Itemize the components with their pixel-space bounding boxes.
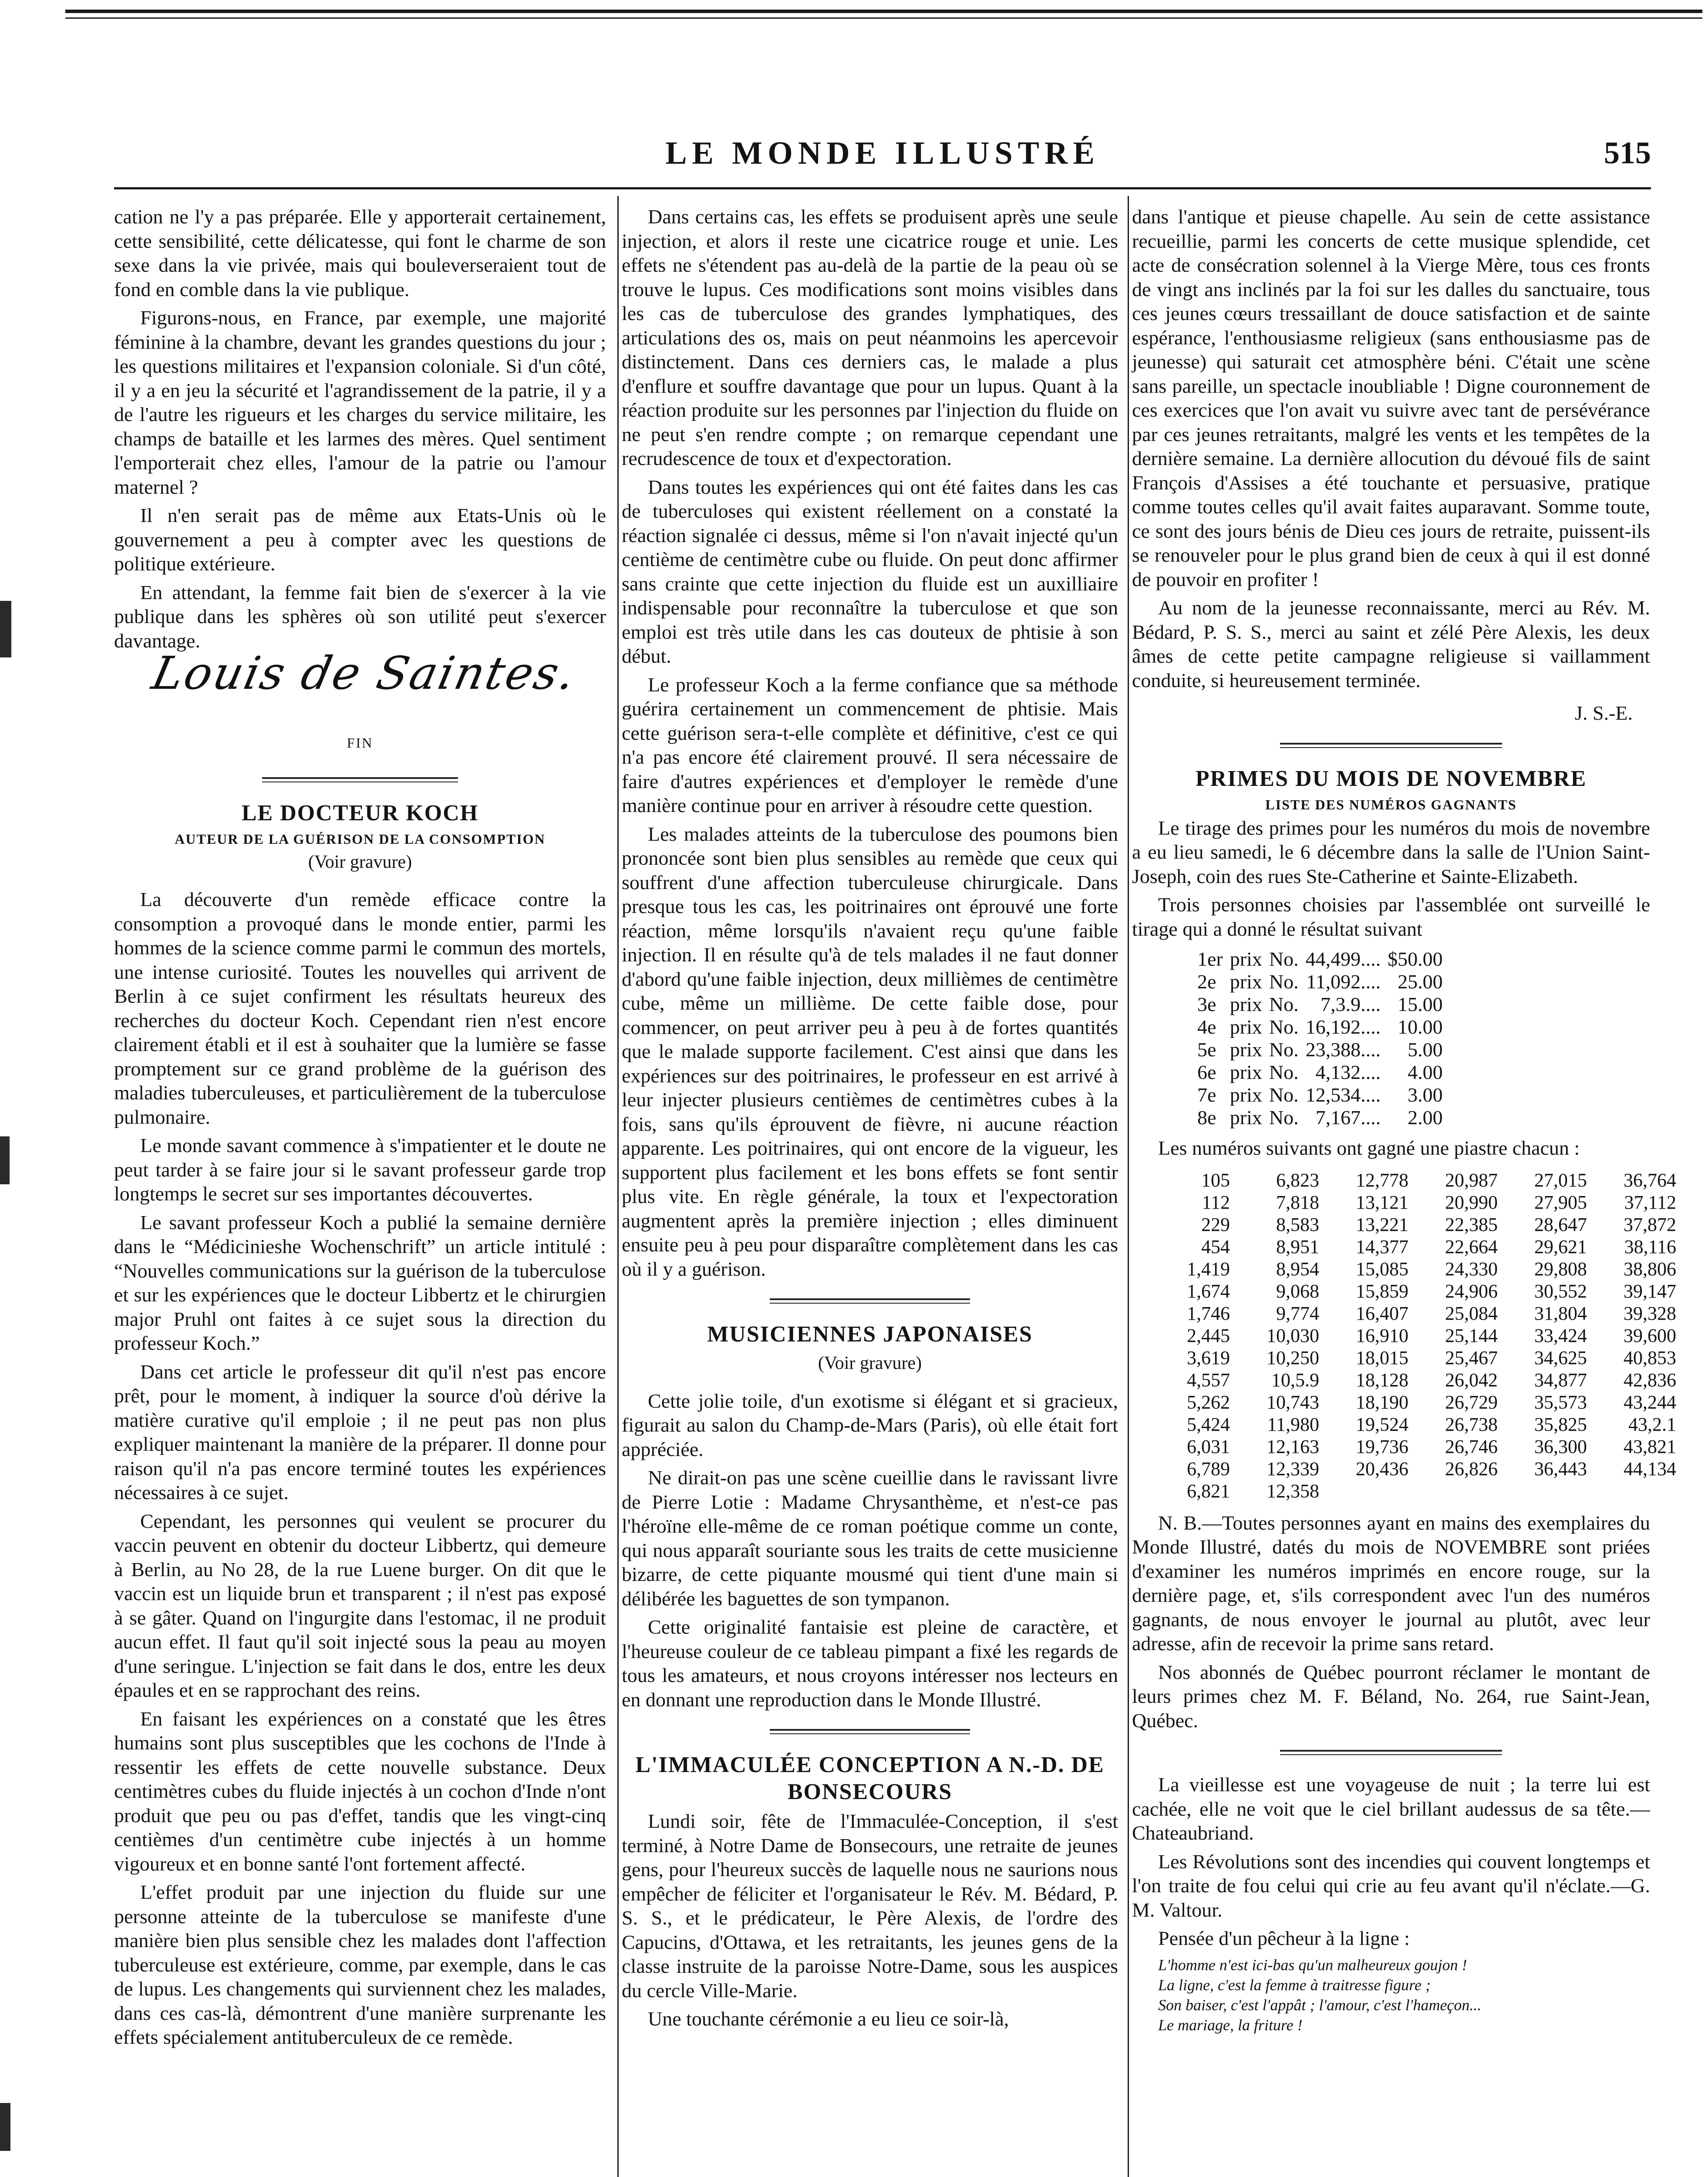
prize-cell: prix — [1230, 993, 1262, 1015]
number-cell: 43,821 — [1624, 1436, 1676, 1457]
scan-edge-mark — [0, 2103, 10, 2151]
number-cell: 15,085 — [1356, 1258, 1408, 1280]
number-cell: 8,583 — [1276, 1213, 1319, 1235]
number-cell: 35,573 — [1534, 1391, 1587, 1413]
paragraph: dans l'antique et pieuse chapelle. Au sein de cette assistance recueillie, parmi les concerts de cette musique splendide, cet acte de consécration solennel à la Vierge Mère, tous ces fronts de vingt ans inclinés par la foi sur les dalles du sanctuaire, tous ces jeunes cœurs tressaillant de douce satisfaction et de sainte espérance, l'enthousiasme religieux (sans enthousiasme pas de jeunesse) qui saturait cet atmosphère béni. C'était une scène sans pareille, un spectacle inoubliable ! Digne couronnement de ces exercices que l'on avait vu suivre avec tant de persévérance par ces jeunes retraitants, malgré les vents et les tempêtes de la dernière semaine. La dernière allocution du dévoué fils de saint François d'Assises a été touchante et persuasive, pratique comme toutes celles qu'il avait faites auparavant. Somme toute, ce sont des jours bénis de Dieu ces jours de retraite, puissent-ils se renouveler pour le plus grand bien de ceux à qui il est donné de pouvoir en profiter ! — [1132, 206, 1650, 590]
number-cell: 43,244 — [1624, 1391, 1676, 1413]
prize-cell: prix — [1230, 948, 1262, 970]
number-cell: 18,128 — [1356, 1369, 1408, 1391]
number-cell: 8,954 — [1276, 1258, 1319, 1280]
prize-cell: 1er — [1197, 948, 1223, 970]
number-cell: 19,524 — [1356, 1413, 1408, 1435]
number-cell: 29,808 — [1534, 1258, 1587, 1280]
number-cell: 12,358 — [1267, 1480, 1319, 1502]
paragraph: Le monde savant commence à s'impatienter et le doute ne peut tarder à se faire jour si le savant professeur garde trop longtemps le secret sur ses importantes découvertes. — [114, 1134, 606, 1205]
prize-cell: 7,3.9.... — [1321, 993, 1381, 1015]
number-cell: 105 — [1201, 1169, 1230, 1191]
number-cell: 20,436 — [1356, 1458, 1408, 1479]
paragraph: Dans certains cas, les effets se produisent après une seule injection, et alors il reste une cicatrice rouge et unie. Les effets ne s'étendent pas au-delà de la partie de la peau où se trouve le lupus. Ces modifications sont moins visibles dans les cas de tuberculose des grandes lymphatiques, des articulations des os, mais on peut néanmoins les apercevoir distinctement. Dans ces derniers cas, le malade a plus d'enflure et souffre davantage que pour un lupus. Quant à la réaction produite sur les personnes par l'injection du fluide on ne peut s'en rendre compte ; on remarque cependant une recrudescence de toux et d'expectoration. — [622, 206, 1118, 469]
prize-cell: 7,167.... — [1315, 1106, 1381, 1129]
number-cell: 1,419 — [1187, 1258, 1230, 1280]
prize-cell: $50.00 — [1388, 948, 1443, 970]
number-cell: 9,774 — [1276, 1302, 1319, 1324]
prize-cell: 3e — [1197, 993, 1216, 1015]
numbers-row — [1141, 1236, 1676, 1258]
number-cell: 36,443 — [1534, 1458, 1587, 1479]
paragraph: Cette originalité fantaisie est pleine de caractère, et l'heureuse couleur de ce tableau pimpant a fixé les regards de tous les amateurs, et nous croyons intéresser nos lecteurs en en donnant une reproduction dans le Monde Illustré. — [622, 1616, 1118, 1711]
number-cell: 25,144 — [1445, 1324, 1498, 1346]
column-2 — [622, 205, 1118, 2035]
prize-cell: 16,192.... — [1305, 1016, 1381, 1038]
poem-line: La ligne, c'est la femme à traitresse figure ; — [1158, 1976, 1431, 1994]
number-cell: 18,190 — [1356, 1391, 1408, 1413]
number-cell: 1,674 — [1187, 1280, 1230, 1302]
prize-cell: No. — [1269, 1038, 1299, 1061]
numbers-row — [1141, 1213, 1676, 1236]
number-cell: 22,664 — [1445, 1236, 1498, 1257]
prize-cell: 4,132.... — [1315, 1061, 1381, 1083]
number-cell: 26,729 — [1445, 1391, 1498, 1413]
number-cell: 26,042 — [1445, 1369, 1498, 1391]
prize-row — [1197, 1038, 1450, 1061]
paragraph: Il n'en serait pas de même aux Etats-Unis où le gouvernement a peu à compter avec les questions de politique extérieure. — [114, 504, 606, 575]
poem — [1158, 1955, 1650, 2035]
prize-cell: prix — [1230, 1016, 1262, 1038]
number-cell: 112 — [1202, 1191, 1230, 1213]
paragraph: En attendant, la femme fait bien de s'exercer à la vie publique dans les sphères où son utilité peut s'exercer davantage. — [114, 581, 606, 652]
quotation: Pensée d'un pêcheur à la ligne : — [1158, 1927, 1410, 1949]
number-cell: 25,467 — [1445, 1347, 1498, 1368]
number-cell: 454 — [1201, 1236, 1230, 1257]
numbers-row — [1141, 1436, 1676, 1458]
poem-line: L'homme n'est ici-bas qu'un malheureux goujon ! — [1158, 1956, 1467, 1974]
number-cell: 36,764 — [1624, 1169, 1676, 1191]
prize-cell: 4e — [1197, 1016, 1216, 1038]
prize-row — [1197, 993, 1450, 1016]
top-rule-thin — [65, 17, 1702, 19]
number-cell: 10,030 — [1267, 1324, 1319, 1346]
number-cell: 30,552 — [1534, 1280, 1587, 1302]
paragraph: Au nom de la jeunesse reconnaissante, merci au Rév. M. Bédard, P. S. S., merci au saint et zélé Père Alexis, les deux âmes de cette petite campagne religieuse si vaillamment conduite, si heureusement terminée. — [1132, 596, 1650, 691]
numbers-row — [1141, 1347, 1676, 1369]
column-divider — [1128, 196, 1129, 2177]
paragraph: Trois personnes choisies par l'assemblée ont surveillé le tirage qui a donné le résultat suivant — [1132, 893, 1650, 940]
prize-cell: 8e — [1197, 1106, 1216, 1129]
paragraph: Les malades atteints de la tuberculose des poumons bien prononcée sont bien plus sensibles au remède que ceux qui souffrent d'une affection tuberculeuse chirurgicale. Dans presque tous les cas, les poitrinaires ont éprouvé une forte réaction, même lorsqu'ils n'avaient reçu qu'une faible injection. Il en résulte qu'à de tels malades il ne faut donner d'abord qu'une faible injection, deux millièmes de centimètre cube, même un millième. De cette faible dose, pour commencer, on peut arriver peu à peu à de fortes quantités que le malade supporte facilement. C'est ainsi que dans les expériences sur des poitrinaires, le professeur en est arrivé à leur injecter plusieurs centièmes de centimètres cubes à la fois, sans qu'ils éprouvent de fièvre, ni aucune réaction apparente. Les poitrinaires, qui ont encore de la vigueur, les supportent plus facilement et les bons effets se font sentir plus vite. En règle générale, la toux et l'expectoration augmentent après la première injection ; elles diminuent ensuite peu à peu pour disparaître complètement dans les cas où il y a guérison. — [622, 822, 1118, 1280]
number-cell: 37,872 — [1624, 1213, 1676, 1235]
number-cell: 39,147 — [1624, 1280, 1676, 1302]
section-subtitle-primes: LISTE DES NUMÉROS GAGNANTS — [1265, 796, 1517, 812]
numbers-row — [1141, 1391, 1676, 1413]
prize-cell: 25.00 — [1398, 971, 1443, 993]
number-cell: 6,789 — [1187, 1458, 1230, 1479]
section-subtitle-koch: AUTEUR DE LA GUÉRISON DE LA CONSOMPTION — [175, 831, 546, 847]
poem-line: Le mariage, la friture ! — [1158, 2016, 1303, 2034]
paragraph: Une touchante cérémonie a eu lieu ce soir-là, — [648, 2008, 1009, 2030]
prize-row — [1197, 948, 1450, 971]
number-cell: 43,2.1 — [1628, 1413, 1676, 1435]
section-title-musiciennes: MUSICIENNES JAPONAISES — [707, 1322, 1033, 1347]
number-cell: 36,300 — [1534, 1436, 1587, 1457]
number-cell: 3,619 — [1187, 1347, 1230, 1368]
number-cell: 25,084 — [1445, 1302, 1498, 1324]
prize-cell: 5e — [1197, 1038, 1216, 1061]
paragraph: Dans toutes les expériences qui ont été faites dans les cas de tuberculoses qui existent réellement on a constaté la réaction signalée ci dessus, même si l'on n'avait injecté qu'un centième de centimètre cube ou fluide. On peut donc affirmer sans crainte que cette injection du fluide est un auxilliaire indispensable pour reconnaître la tuberculose et que son emploi est très utile dans les cas douteux de phtisie à son début. — [622, 475, 1118, 667]
quotation: La vieillesse est une voyageuse de nuit ; la terre lui est cachée, elle ne voit que le ciel brillant audessus de sa tête.—Chateaubriand. — [1132, 1773, 1650, 1844]
prize-cell: No. — [1269, 1084, 1299, 1106]
number-cell: 26,826 — [1445, 1458, 1498, 1479]
prize-cell: No. — [1269, 1016, 1299, 1038]
journal-title: LE MONDE ILLUSTRÉ — [665, 135, 1100, 171]
article-end-mark: FIN — [347, 735, 374, 751]
number-cell: 39,600 — [1624, 1324, 1676, 1346]
prize-cell: No. — [1269, 1061, 1299, 1083]
prize-cell: No. — [1269, 1106, 1299, 1129]
scan-edge-mark — [0, 601, 11, 657]
number-cell: 35,825 — [1534, 1413, 1587, 1435]
paragraph: Le professeur Koch a la ferme confiance que sa méthode guérira certainement un commencement de phtisie. Mais cette guérison sera-t-elle complète et définitive, c'est ce qui n'a pas encore été clairement prouvé. Il sera nécessaire de faire d'autres expériences et d'employer le remède d'une manière continue pour en arriver à résoudre cette question. — [622, 673, 1118, 816]
paragraph: Dans cet article le professeur dit qu'il n'est pas encore prêt, pour le moment, à indiquer la source d'où dérive la matière curative qu'il emploie ; il ne peut pas non plus expliquer maintenant la manière de la préparer. Il donne pour raison qu'il n'a pas encore terminé toutes les expériences nécessaires à ce sujet. — [114, 1360, 606, 1503]
number-cell: 13,121 — [1356, 1191, 1408, 1213]
number-cell: 44,134 — [1624, 1458, 1676, 1479]
prize-cell: 2.00 — [1408, 1106, 1443, 1129]
number-cell: 37,112 — [1624, 1191, 1676, 1213]
numbers-row — [1141, 1369, 1676, 1391]
winning-numbers-table — [1141, 1169, 1676, 1502]
section-separator — [770, 1298, 970, 1304]
number-cell: 7,818 — [1276, 1191, 1319, 1213]
numbers-row — [1141, 1413, 1676, 1436]
paragraph: Nos abonnés de Québec pourront réclamer le montant de leurs primes chez M. F. Béland, No. 264, rue Saint-Jean, Québec. — [1132, 1661, 1650, 1732]
number-cell — [1587, 1480, 1676, 1502]
number-cell: 27,905 — [1534, 1191, 1587, 1213]
number-cell: 40,853 — [1624, 1347, 1676, 1368]
prize-row — [1197, 1106, 1450, 1129]
paragraph: La découverte d'un remède efficace contre la consomption a provoqué dans le monde entier, parmi les hommes de la science comme parmi le commun des mortels, une intense curiosité. Toutes les nouvelles qui arrivent de Berlin à ce sujet confirment les résultats heureux des recherches du docteur Koch. Cependant rien n'est encore clairement établi et il est à souhaiter que la lumière se fasse promptement sur ce grand problème de la guérison des maladies tuberculeuses, et particulièrement de la tuberculose pulmonaire. — [114, 888, 606, 1128]
number-cell: 10,5.9 — [1271, 1369, 1319, 1391]
prize-cell: 12,534.... — [1305, 1084, 1381, 1106]
paragraph: Ne dirait-on pas une scène cueillie dans le ravissant livre de Pierre Lotie : Madame Chrysanthème, et n'est-ce pas l'héroïne elle-même de ce roman poétique comme un conte, qui nous apparaît souriante sous les traits de cette musicienne bizarre, de cette piquante mousmé qui tient d'une main si délibérée les baguettes de son tympanon. — [622, 1466, 1118, 1610]
column-1 — [114, 205, 606, 2054]
prize-row — [1197, 1061, 1450, 1084]
number-cell: 229 — [1201, 1213, 1230, 1235]
number-cell: 38,806 — [1624, 1258, 1676, 1280]
numbers-row — [1141, 1302, 1676, 1324]
number-cell: 29,621 — [1534, 1236, 1587, 1257]
prize-cell: 23,388.... — [1305, 1038, 1381, 1061]
prize-cell: 7e — [1197, 1084, 1216, 1106]
number-cell — [1319, 1480, 1408, 1502]
number-cell: 12,339 — [1267, 1458, 1319, 1479]
prize-table — [1197, 948, 1450, 1129]
number-cell: 38,116 — [1624, 1236, 1676, 1257]
number-cell: 31,804 — [1534, 1302, 1587, 1324]
numbers-row — [1141, 1258, 1676, 1280]
prize-cell: 15.00 — [1398, 993, 1443, 1015]
prize-cell: 4.00 — [1408, 1061, 1443, 1083]
number-cell — [1498, 1480, 1587, 1502]
section-separator — [262, 777, 458, 782]
prize-row — [1197, 1084, 1450, 1106]
number-cell: 5,262 — [1187, 1391, 1230, 1413]
section-separator — [1280, 1750, 1502, 1755]
quotation: Les Révolutions sont des incendies qui couvent longtemps et l'on traite de fou celui qui crie au feu avant qu'il n'éclate.—G. M. Valtour. — [1132, 1850, 1650, 1921]
prize-cell: 3.00 — [1408, 1084, 1443, 1106]
gravure-note: (Voir gravure) — [308, 852, 412, 872]
prize-cell: 11,092.... — [1306, 971, 1381, 993]
paragraph: Les numéros suivants ont gagné une piastre chacun : — [1158, 1137, 1580, 1159]
numbers-row — [1141, 1324, 1676, 1347]
number-cell: 34,625 — [1534, 1347, 1587, 1368]
page-header — [114, 131, 1651, 179]
number-cell: 39,328 — [1624, 1302, 1676, 1324]
number-cell: 10,743 — [1267, 1391, 1319, 1413]
author-signature: Louis de Saintes. — [147, 647, 582, 700]
number-cell: 20,990 — [1445, 1191, 1498, 1213]
number-cell: 24,906 — [1445, 1280, 1498, 1302]
number-cell: 6,823 — [1276, 1169, 1319, 1191]
numbers-row — [1141, 1191, 1676, 1213]
number-cell: 16,910 — [1356, 1324, 1408, 1346]
number-cell: 6,031 — [1187, 1436, 1230, 1457]
number-cell: 5,424 — [1187, 1413, 1230, 1435]
section-title-koch: LE DOCTEUR KOCH — [241, 800, 479, 826]
prize-cell: 10.00 — [1398, 1016, 1443, 1038]
section-title-immaculee: L'IMMACULÉE CONCEPTION A N.-D. DE BONSECOURS — [635, 1752, 1105, 1804]
section-separator — [1280, 743, 1502, 748]
scan-edge-mark — [0, 1136, 10, 1184]
prize-cell: 44,499.... — [1305, 948, 1381, 970]
number-cell: 22,385 — [1445, 1213, 1498, 1235]
prize-cell: prix — [1230, 1106, 1262, 1129]
number-cell: 12,163 — [1267, 1436, 1319, 1457]
number-cell: 10,250 — [1267, 1347, 1319, 1368]
number-cell: 9,068 — [1276, 1280, 1319, 1302]
column-divider — [617, 196, 619, 2177]
prize-cell: prix — [1230, 1061, 1262, 1083]
gravure-note: (Voir gravure) — [818, 1353, 922, 1373]
prize-cell: prix — [1230, 971, 1262, 993]
prize-row — [1197, 1016, 1450, 1038]
paragraph: N. B.—Toutes personnes ayant en mains des exemplaires du Monde Illustré, datés du mois de NOVEMBRE sont priées d'examiner les numéros imprimés en encore rouge, sur la dernière page, et, s'ils correspondent avec l'un des numéros gagnants, de nous envoyer le journal au plutôt, avec leur adresse, afin de recevoir la prime sans retard. — [1132, 1511, 1650, 1655]
header-rule — [114, 187, 1651, 189]
number-cell: 16,407 — [1356, 1302, 1408, 1324]
numbers-row — [1141, 1458, 1676, 1480]
page-number: 515 — [1604, 135, 1651, 170]
prize-row — [1197, 971, 1450, 993]
paragraph: Figurons-nous, en France, par exemple, une majorité féminine à la chambre, devant les grandes questions du jour ; les questions militaires et l'expansion coloniale. Si d'un côté, il y a en jeu la sécurité et l'agrandissement de la patrie, il y a de l'autre les rigueurs et les charges du service militaire, les champs de bataille et les larmes des mères. Quel sentiment l'emporterait chez elles, l'amour de la patrie ou l'amour maternel ? — [114, 307, 606, 498]
number-cell: 8,951 — [1276, 1236, 1319, 1257]
number-cell: 12,778 — [1356, 1169, 1408, 1191]
number-cell: 42,836 — [1624, 1369, 1676, 1391]
paragraph: Lundi soir, fête de l'Immaculée-Conception, il s'est terminé, à Notre Dame de Bonsecours, une retraite de jeunes gens, pour l'heureux succès de laquelle nous ne saurions nous empêcher de féliciter et l'organisateur le Rév. M. Bédard, P. S. S., et le prédicateur, le Père Alexis, de l'ordre des Capucins, d'Ottawa, et les retraitants, les jeunes gens de la classe instruite de la paroisse Notre-Dame, sous les auspices du cercle Ville-Marie. — [622, 1810, 1118, 2002]
prize-cell: prix — [1230, 1038, 1262, 1061]
prize-cell: No. — [1269, 948, 1299, 970]
numbers-row — [1141, 1169, 1676, 1191]
paragraph: Le tirage des primes pour les numéros du mois de novembre a eu lieu samedi, le 6 décembre dans la salle de l'Union Saint-Joseph, coin des rues Ste-Catherine et Sainte-Elizabeth. — [1132, 816, 1650, 887]
prize-cell: prix — [1230, 1084, 1262, 1106]
numbers-row — [1141, 1280, 1676, 1302]
number-cell: 33,424 — [1534, 1324, 1587, 1346]
prize-cell: 6e — [1197, 1061, 1216, 1083]
section-separator — [770, 1729, 970, 1734]
paragraph: En faisant les expériences on a constaté que les êtres humains sont plus susceptibles que les cochons de l'Inde à ressentir les effets de cette nouvelle substance. Deux centimètres cubes du fluide injectés à un cochon d'Inde n'ont produit que peu ou pas d'effet, tandis que les vingt-cinq centièmes d'un centimètre cube injectés à un homme vigoureux et en bonne santé l'ont fortement affecté. — [114, 1707, 606, 1875]
paragraph: cation ne l'y a pas préparée. Elle y apporterait certainement, cette sensibilité, cette délicatesse, qui font le charme de son sexe dans la vie privée, mais qui bouleverseraient tout de fond en comble dans la vie publique. — [114, 206, 606, 300]
number-cell — [1408, 1480, 1498, 1502]
number-cell: 6,821 — [1187, 1480, 1230, 1502]
number-cell: 34,877 — [1534, 1369, 1587, 1391]
paragraph: Cependant, les personnes qui veulent se procurer du vaccin peuvent en obtenir du docteur Libbertz, qui demeure à Berlin, au No 28, de la rue Luene burger. On dit que le vaccin est un liquide brun et transparent ; il n'est pas exposé à se gâter. Quand on l'ingurgite dans l'estomac, il ne produit aucun effet. Il faut qu'il soit injecté sous la peau au moyen d'une seringue. L'injection se fait dans le dos, entre les deux épaules et en se rapprochant des reins. — [114, 1510, 606, 1701]
column-3 — [1132, 205, 1676, 2035]
number-cell: 26,738 — [1445, 1413, 1498, 1435]
paragraph: Cette jolie toile, d'un exotisme si élégant et si gracieux, figurait au salon du Champ-de-Mars (Paris), où elle était fort appréciée. — [622, 1389, 1118, 1460]
number-cell: 14,377 — [1356, 1236, 1408, 1257]
number-cell: 27,015 — [1534, 1169, 1587, 1191]
prize-cell: No. — [1269, 993, 1299, 1015]
number-cell: 24,330 — [1445, 1258, 1498, 1280]
number-cell: 4,557 — [1187, 1369, 1230, 1391]
number-cell: 18,015 — [1356, 1347, 1408, 1368]
paragraph: L'effet produit par une injection du fluide sur une personne atteinte de la tuberculose se manifeste d'une manière bien plus sensible chez les malades dont l'affection tuberculeuse est extérieure, comme, par exemple, dans le cas de lupus. Les changements qui surviennent chez les malades, dans ces cas-là, démontrent d'une manière surprenante les effets spécialement antituberculeux de ce remède. — [114, 1881, 606, 2048]
paragraph: Le savant professeur Koch a publié la semaine dernière dans le “Médicinieshe Wochenschrift” un article intitulé : “Nouvelles communications sur la guérison de la tuberculose et sur les expériences que le docteur Libbertz et le chirurgien major Pruhl ont faites à ce sujet sous la direction du professeur Koch.” — [114, 1211, 606, 1354]
number-cell: 20,987 — [1445, 1169, 1498, 1191]
number-cell: 1,746 — [1187, 1302, 1230, 1324]
prize-cell: No. — [1269, 971, 1299, 993]
number-cell: 19,736 — [1356, 1436, 1408, 1457]
number-cell: 11,980 — [1267, 1413, 1319, 1435]
number-cell: 15,859 — [1356, 1280, 1408, 1302]
prize-cell: 2e — [1197, 971, 1216, 993]
poem-line: Son baiser, c'est l'appât ; l'amour, c'est l'hameçon... — [1158, 1996, 1482, 2014]
numbers-row — [1141, 1480, 1676, 1502]
section-title-primes: PRIMES DU MOIS DE NOVEMBRE — [1195, 766, 1587, 791]
number-cell: 13,221 — [1356, 1213, 1408, 1235]
top-rule — [65, 10, 1702, 13]
number-cell: 2,445 — [1187, 1324, 1230, 1346]
article-signature: J. S.-E. — [1575, 702, 1633, 724]
number-cell: 28,647 — [1534, 1213, 1587, 1235]
number-cell: 26,746 — [1445, 1436, 1498, 1457]
prize-cell: 5.00 — [1408, 1038, 1443, 1061]
